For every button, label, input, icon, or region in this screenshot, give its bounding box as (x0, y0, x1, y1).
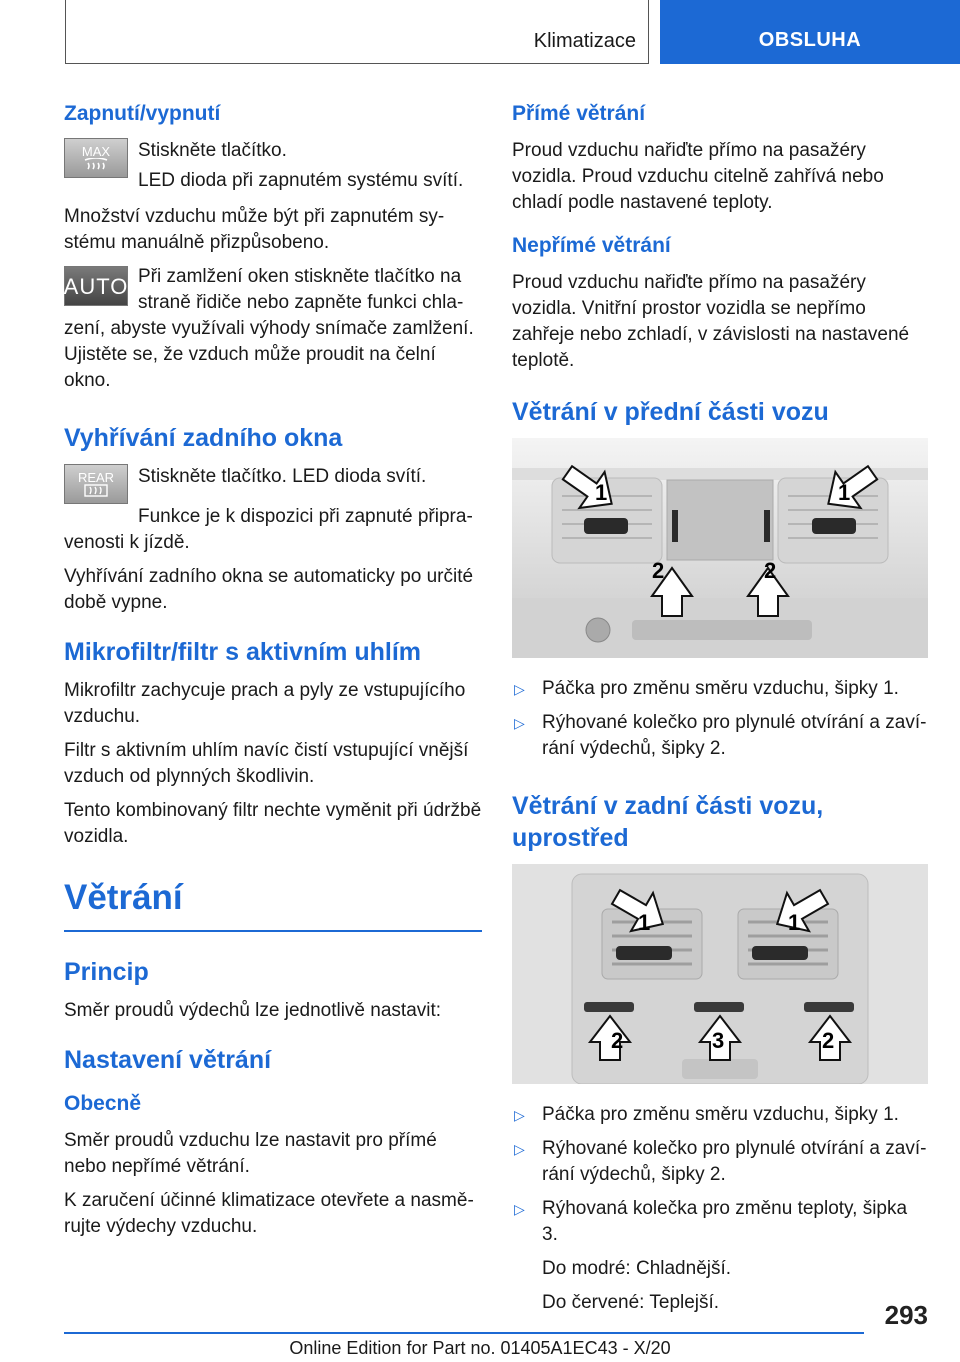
heading-direct-ventilation: Přímé větrání (512, 102, 646, 125)
heading-ventilation-rule (64, 930, 482, 932)
defrost-waves-icon (83, 158, 109, 172)
onoff-text-1: Stiskněte tlačítko. (138, 140, 287, 161)
list-item (512, 1196, 928, 1248)
page-number: 293 (884, 1300, 928, 1330)
front-list (512, 676, 928, 762)
front-vents-illustration (512, 438, 928, 658)
rear-arrow-label: 2 (611, 1028, 624, 1053)
rear-defrost-button-icon (64, 464, 128, 504)
general-text-2: K zaručení účinné klimatizace otevřete a nasměrujte výdechy vzduchu. (64, 1190, 474, 1237)
header-chapter-tab: OBSLUHA (660, 0, 960, 64)
rear-arrow-label: 1 (788, 910, 801, 935)
rear-label: REAR (77, 469, 115, 485)
filter-text-3: Tento kombinovaný filtr nechte vyměnit při údržbě vozidla. (64, 800, 482, 847)
max-defrost-row (64, 138, 482, 198)
max-defrost-button-icon (64, 138, 128, 178)
list-item-text: Páčka pro změnu směru vzduchu, šipky 1. (542, 678, 899, 699)
onoff-text-2: LED dioda při zapnutém systému svítí. (138, 170, 464, 191)
list-item-text: Rýhovaná kolečka pro změnu teploty, šipka 3. (542, 1198, 908, 1245)
heading-rear-window-heating: Vyhřívání zadního okna (64, 424, 343, 452)
heading-front-ventilation: Větrání v přední části vozu (512, 398, 829, 426)
red-warmer-note: Do červené: Teplejší. (542, 1292, 720, 1313)
rear-defrost-row (64, 464, 482, 504)
footer-edition-text: Online Edition for Part no. 01405A1EC43 - X/20 (289, 1338, 671, 1358)
filter-text-2: Filtr s aktivním uhlím navíc čistí vstupující vnější vzduch od plynných škodlivin. (64, 740, 469, 787)
rear-text-1: Stiskněte tlačítko. LED dioda svítí. (138, 466, 427, 487)
list-item-text: Rýhované kolečko pro plynulé otvírání a zavírání výdechů, šipky 2. (542, 1138, 927, 1185)
direct-text: Proud vzduchu nařiďte přímo na pasažéry vozidla. Proud vzduchu citelně zahřívá nebo chladí podle nastavené teploty. (512, 140, 884, 213)
front-arrow-label: 2 (764, 558, 777, 583)
list-item (512, 710, 928, 762)
general-text-1: Směr proudů vzduchu lze nastavit pro přímé nebo nepřímé větrání. (64, 1130, 437, 1177)
footer-rule (64, 1332, 864, 1334)
rear-arrow-label: 1 (638, 910, 651, 935)
triangle-bullet-icon: ▷ (514, 1107, 525, 1123)
front-vents-figure (512, 438, 928, 658)
right-column (512, 100, 928, 1324)
heading-rear-center-ventilation: Větrání v zadní části vozu, uprostřed (512, 792, 824, 852)
list-item (512, 1102, 928, 1128)
heading-indirect-ventilation: Nepřímé větrání (512, 234, 671, 257)
indirect-text: Proud vzduchu nařiďte přímo na pasažéry vozidla. Vnitřní prostor vozidla se nepřímo zahřeje nebo zchladí, v závislosti na nastavené teplotě. (512, 272, 910, 371)
header-box (65, 0, 649, 64)
list-item-text: Rýhované kolečko pro plynulé otvírání a zavírání výdechů, šipky 2. (542, 712, 927, 759)
blue-cooler-note: Do modré: Chladnější. (542, 1258, 732, 1279)
front-arrow-label: 1 (838, 480, 851, 505)
heading-microfilter: Mikrofiltr/filtr s aktivním uhlím (64, 638, 421, 666)
max-label: MAX (81, 143, 111, 159)
header-section-title: Klimatizace (533, 30, 636, 52)
triangle-bullet-icon: ▷ (514, 1141, 525, 1157)
triangle-bullet-icon: ▷ (514, 1201, 525, 1217)
rear-vents-illustration (512, 864, 928, 1084)
heading-ventilation-setting: Nastavení větrání (64, 1046, 272, 1074)
list-item (512, 1136, 928, 1188)
rear-arrow-label: 2 (822, 1028, 835, 1053)
rear-arrow-label: 3 (712, 1028, 725, 1053)
triangle-bullet-icon: ▷ (514, 681, 525, 697)
left-column (64, 100, 482, 1248)
rear-text-3: Vyhřívání zadního okna se automaticky po určité době vypne. (64, 566, 474, 613)
triangle-bullet-icon: ▷ (514, 715, 525, 731)
rear-list (512, 1102, 928, 1248)
front-arrow-label: 2 (652, 558, 665, 583)
heading-on-off: Zapnutí/vypnutí (64, 102, 221, 125)
rear-text-2: Funkce je k dispozici při zapnuté připravenosti k jízdě. (64, 506, 473, 553)
auto-block (64, 264, 482, 402)
front-arrow-label: 1 (595, 480, 608, 505)
rear-vents-figure (512, 864, 928, 1084)
principle-text: Směr proudů výdechů lze jednotlivě nastavit: (64, 1000, 442, 1021)
auto-button-icon: AUTO (64, 266, 128, 306)
heading-principle: Princip (64, 958, 149, 986)
onoff-text-4: Při zamlžení oken stiskněte tlačítko na straně řidiče nebo zapněte funkci chlazení, abyste využívali výhody snímače zamlžení. Ujistěte se, že vzduch může proudit na čelní okno. (64, 266, 474, 391)
heading-ventilation: Větrání (64, 878, 183, 917)
heading-general: Obecně (64, 1092, 142, 1115)
list-item (512, 676, 928, 702)
filter-text-1: Mikrofiltr zachycuje prach a pyly ze vstupujícího vzduchu. (64, 680, 466, 727)
list-item-text: Páčka pro změnu směru vzduchu, šipky 1. (542, 1104, 899, 1125)
onoff-text-3: Množství vzduchu může být při zapnutém systému manuálně přizpůsobeno. (64, 206, 445, 253)
rear-defrost-waves-icon (83, 484, 109, 498)
